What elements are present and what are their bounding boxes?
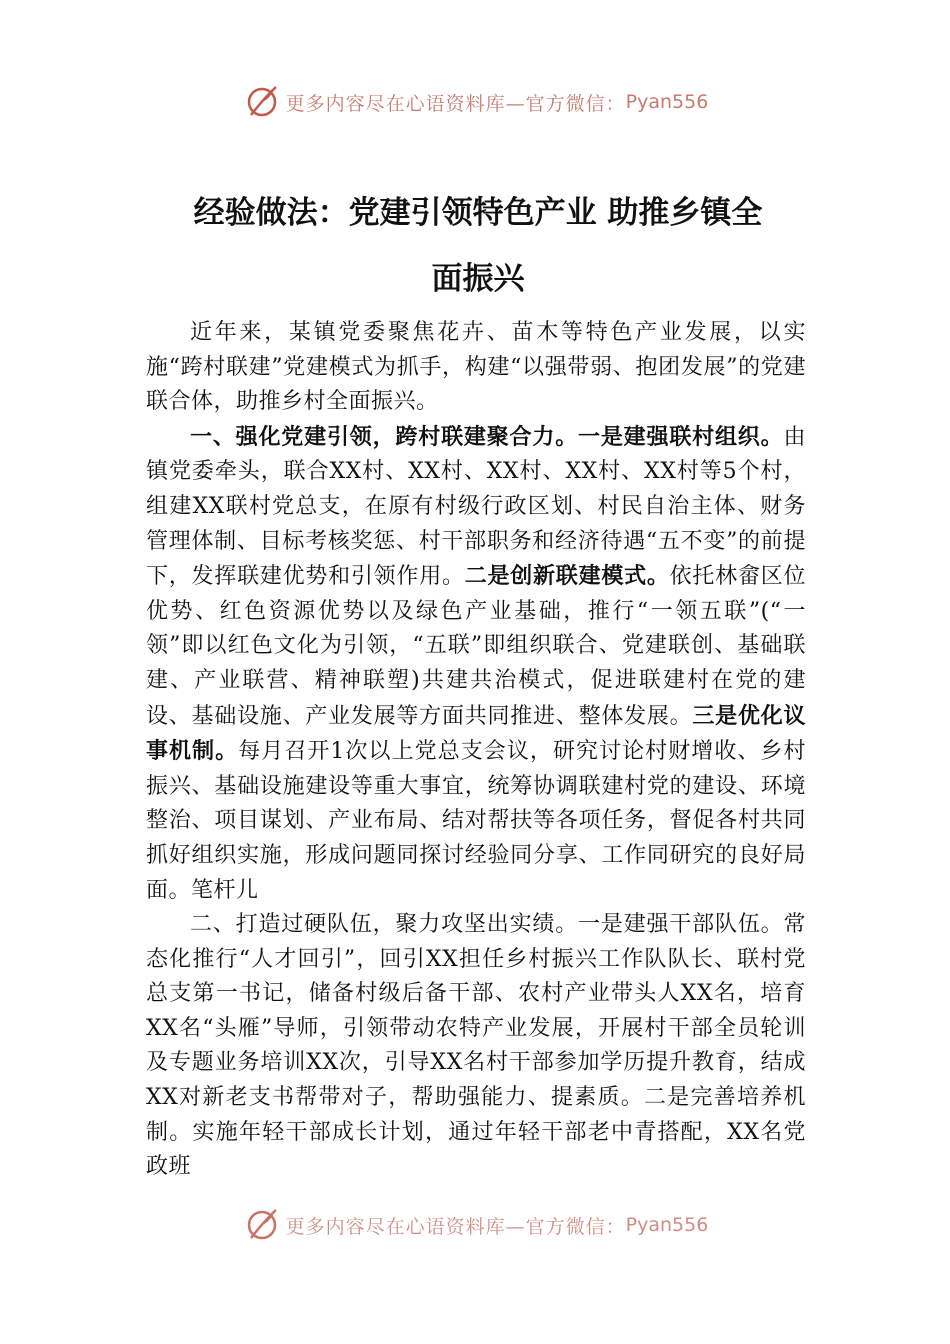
document-body [146, 316, 806, 1185]
point-1-text: 由镇党委牵头，联合XX村、XX村、XX村、XX村、XX村等5个村，组建XX联村党总支，在原有村级行政区划、村民自治主体、财务管理体制、目标考核奖惩、村干部职务和经济待遇“五不变”的前提下，发挥联建优势和引领作用。 [146, 424, 806, 590]
watermark-text: 更多内容尽在心语资料库—官方微信： [285, 92, 626, 115]
point-1-title: 一是建强联村组织。 [578, 423, 784, 450]
section-1-heading: 一、强化党建引领，跨村联建聚合力。 [190, 423, 579, 450]
point-2-text: 依托林畲区位优势、红色资源优势以及绿色产业基础，推行“一领五联”(“一领”即以红色文化为引领，“五联”即组织联合、党建联创、基础联建、产业联营、精神联塑)共建共治模式，促进联建村在党的建设、基础设施、产业发展等方面共同推进、整体发展。 [146, 564, 806, 729]
watermark-id: Pyan556 [625, 1214, 709, 1236]
watermark-text: 更多内容尽在心语资料库—官方微信： [285, 1215, 626, 1238]
watermark-id: Pyan556 [625, 91, 709, 113]
section-2-paragraph: 二、打造过硬队伍，聚力攻坚出实绩。一是建强干部队伍。常态化推行“人才回引”，回引XX担任乡村振兴工作队队长、联村党总支第一书记，储备村级后备干部、农村产业带头人XX名，培育XX名“头雁”导师，引领带动农特产业发展，开展村干部全员轮训及专题业务培训XX次，引导XX名村干部参加学历提升教育，结成XX对新老支书帮带对子，帮助强能力、提素质。二是完善培养机制。实施年轻干部成长计划，通过年轻干部老中青搭配，XX名党政班 [146, 912, 806, 1180]
point-3-text: 每月召开1次以上党总支会议，研究讨论村财增收、乡村振兴、基础设施建设等重大事宜，统筹协调联建村党的建设、环境整治、项目谋划、产业布局、结对帮扶等各项任务，督促各村共同抓好组织实施，形成问题同探讨经验同分享、工作同研究的良好局面。笔杆儿 [146, 739, 806, 903]
intro-paragraph: 近年来，某镇党委聚焦花卉、苗木等特色产业发展，以实施“跨村联建”党建模式为抓手，构建“以强带弱、抱团发展”的党建联合体，助推乡村全面振兴。 [146, 320, 806, 415]
title-line-1: 经验做法：党建引领特色产业 助推乡镇全 [193, 195, 763, 231]
section-1-paragraph [146, 420, 806, 908]
feather-pen-logo-icon [242, 1205, 282, 1245]
point-2-title: 二是创新联建模式。 [464, 563, 670, 590]
point-3-title: 三是优化议事机制。 [146, 702, 806, 765]
watermark-footer [0, 1205, 950, 1245]
title-line-2: 面振兴 [431, 261, 525, 297]
